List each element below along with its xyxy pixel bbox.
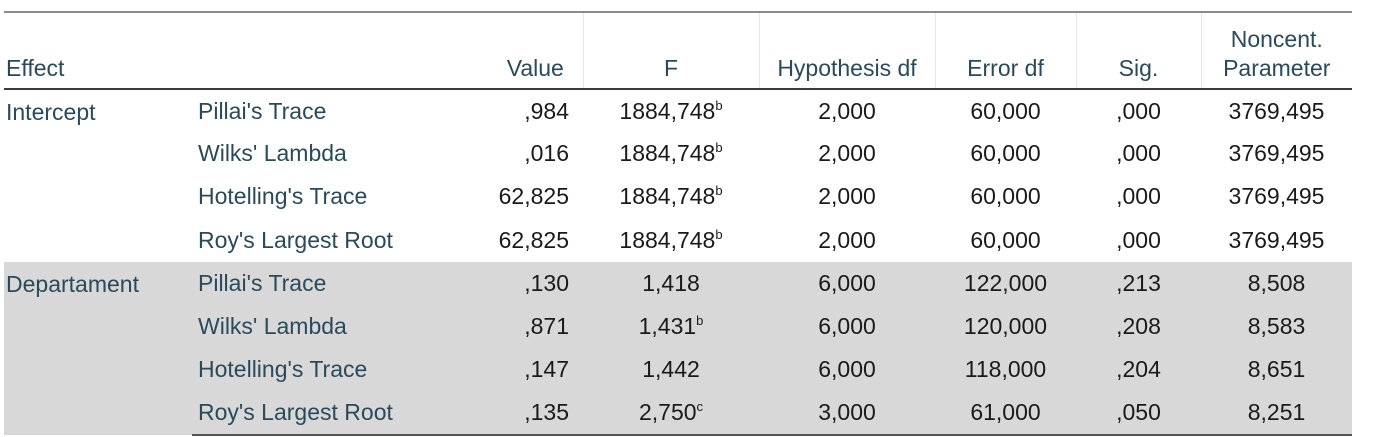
cell-f (583, 305, 759, 348)
cell-noncent-parameter: 8,508 (1201, 262, 1352, 305)
cell-noncent-parameter: 8,583 (1201, 305, 1352, 348)
cell-sig: ,213 (1076, 262, 1201, 305)
cell-statistic: Hotelling's Trace (198, 183, 368, 210)
footnote-marker: b (715, 97, 723, 113)
cell-statistic: Pillai's Trace (192, 262, 488, 305)
cell-hypothesis-df: 6,000 (759, 305, 935, 348)
cell-f (583, 132, 759, 175)
footnote-marker: b (715, 183, 723, 199)
table-body (4, 89, 1352, 435)
cell-hypothesis-df: 6,000 (759, 348, 935, 391)
cell-f (583, 89, 759, 132)
header-noncent-parameter (1201, 12, 1352, 89)
header-hypothesis-df: Hypothesis df (759, 12, 935, 89)
cell-hypothesis-df: 3,000 (759, 391, 935, 434)
cell-value: ,871 (488, 305, 583, 348)
cell-statistic: Wilks' Lambda (198, 140, 347, 167)
table-row (4, 348, 1352, 391)
footnote-marker: b (696, 313, 704, 329)
cell-statistic: Pillai's Trace (198, 97, 327, 124)
cell-hypothesis-df: 6,000 (759, 262, 935, 305)
cell-statistic: Hotelling's Trace (192, 348, 488, 391)
header-sig: Sig. (1076, 12, 1201, 89)
cell-statistic: Roy's Largest Root (198, 226, 393, 253)
cell-noncent-parameter: 3769,495 (1228, 140, 1325, 167)
cell-value: 62,825 (498, 226, 569, 253)
cell-sig: ,000 (1116, 97, 1161, 124)
cell-value: ,147 (488, 348, 583, 391)
f-value: 1884,748 (619, 226, 716, 253)
header-f: F (583, 12, 759, 89)
cell-f (583, 348, 759, 391)
multivariate-tests-table-container (4, 11, 1352, 436)
table-header (4, 12, 1352, 89)
cell-effect: Departament (4, 262, 192, 435)
table-row (4, 219, 1352, 262)
cell-f (583, 175, 759, 218)
cell-hypothesis-df: 2,000 (818, 140, 876, 167)
header-row (4, 12, 1352, 89)
cell-error-df: 61,000 (935, 391, 1076, 434)
table-row (4, 262, 1352, 305)
cell-error-df: 122,000 (935, 262, 1076, 305)
f-value: 1884,748 (619, 183, 716, 210)
table-row (4, 175, 1352, 218)
f-value: 2,750 (638, 398, 697, 425)
f-value: 1,418 (642, 269, 700, 296)
cell-noncent-parameter: 3769,495 (1228, 183, 1325, 210)
table-row (4, 132, 1352, 175)
header-effect: Effect (4, 12, 192, 89)
cell-error-df: 60,000 (970, 140, 1041, 167)
cell-hypothesis-df: 2,000 (818, 97, 876, 124)
cell-value: ,135 (488, 391, 583, 434)
f-value: 1,442 (642, 356, 700, 383)
cell-sig: ,050 (1076, 391, 1201, 434)
cell-sig: ,000 (1116, 183, 1161, 210)
cell-sig: ,204 (1076, 348, 1201, 391)
header-noncent-line2: Parameter (1223, 55, 1331, 81)
f-value: 1884,748 (619, 140, 716, 167)
cell-f (583, 219, 759, 262)
cell-f (583, 262, 759, 305)
f-value: 1,431 (638, 313, 697, 340)
f-value: 1884,748 (619, 97, 716, 124)
cell-value: ,016 (524, 140, 569, 167)
cell-hypothesis-df: 2,000 (818, 226, 876, 253)
cell-error-df: 60,000 (970, 226, 1041, 253)
cell-error-df: 120,000 (935, 305, 1076, 348)
table-row (4, 89, 1352, 132)
cell-noncent-parameter: 3769,495 (1228, 226, 1325, 253)
cell-value: 62,825 (498, 183, 569, 210)
cell-value: ,130 (488, 262, 583, 305)
header-error-df: Error df (935, 12, 1076, 89)
cell-error-df: 118,000 (935, 348, 1076, 391)
multivariate-tests-table (4, 11, 1352, 436)
header-value: Value (488, 12, 583, 89)
cell-effect: Intercept (6, 99, 96, 125)
header-statistic (192, 12, 488, 89)
cell-hypothesis-df: 2,000 (818, 183, 876, 210)
footnote-marker: c (696, 398, 704, 414)
cell-statistic: Roy's Largest Root (192, 391, 488, 434)
footnote-marker: b (715, 140, 723, 156)
header-noncent-line1: Noncent. (1230, 26, 1323, 52)
cell-error-df: 60,000 (970, 183, 1041, 210)
table-row (4, 305, 1352, 348)
cell-value: ,984 (524, 97, 569, 124)
cell-noncent-parameter: 8,651 (1201, 348, 1352, 391)
cell-noncent-parameter: 8,251 (1201, 391, 1352, 434)
footnote-marker: b (715, 226, 723, 242)
table-row (4, 391, 1352, 434)
cell-sig: ,000 (1116, 140, 1161, 167)
cell-statistic: Wilks' Lambda (192, 305, 488, 348)
cell-noncent-parameter: 3769,495 (1228, 97, 1325, 124)
cell-error-df: 60,000 (970, 97, 1041, 124)
cell-sig: ,000 (1116, 226, 1161, 253)
cell-sig: ,208 (1076, 305, 1201, 348)
cell-f (583, 391, 759, 434)
